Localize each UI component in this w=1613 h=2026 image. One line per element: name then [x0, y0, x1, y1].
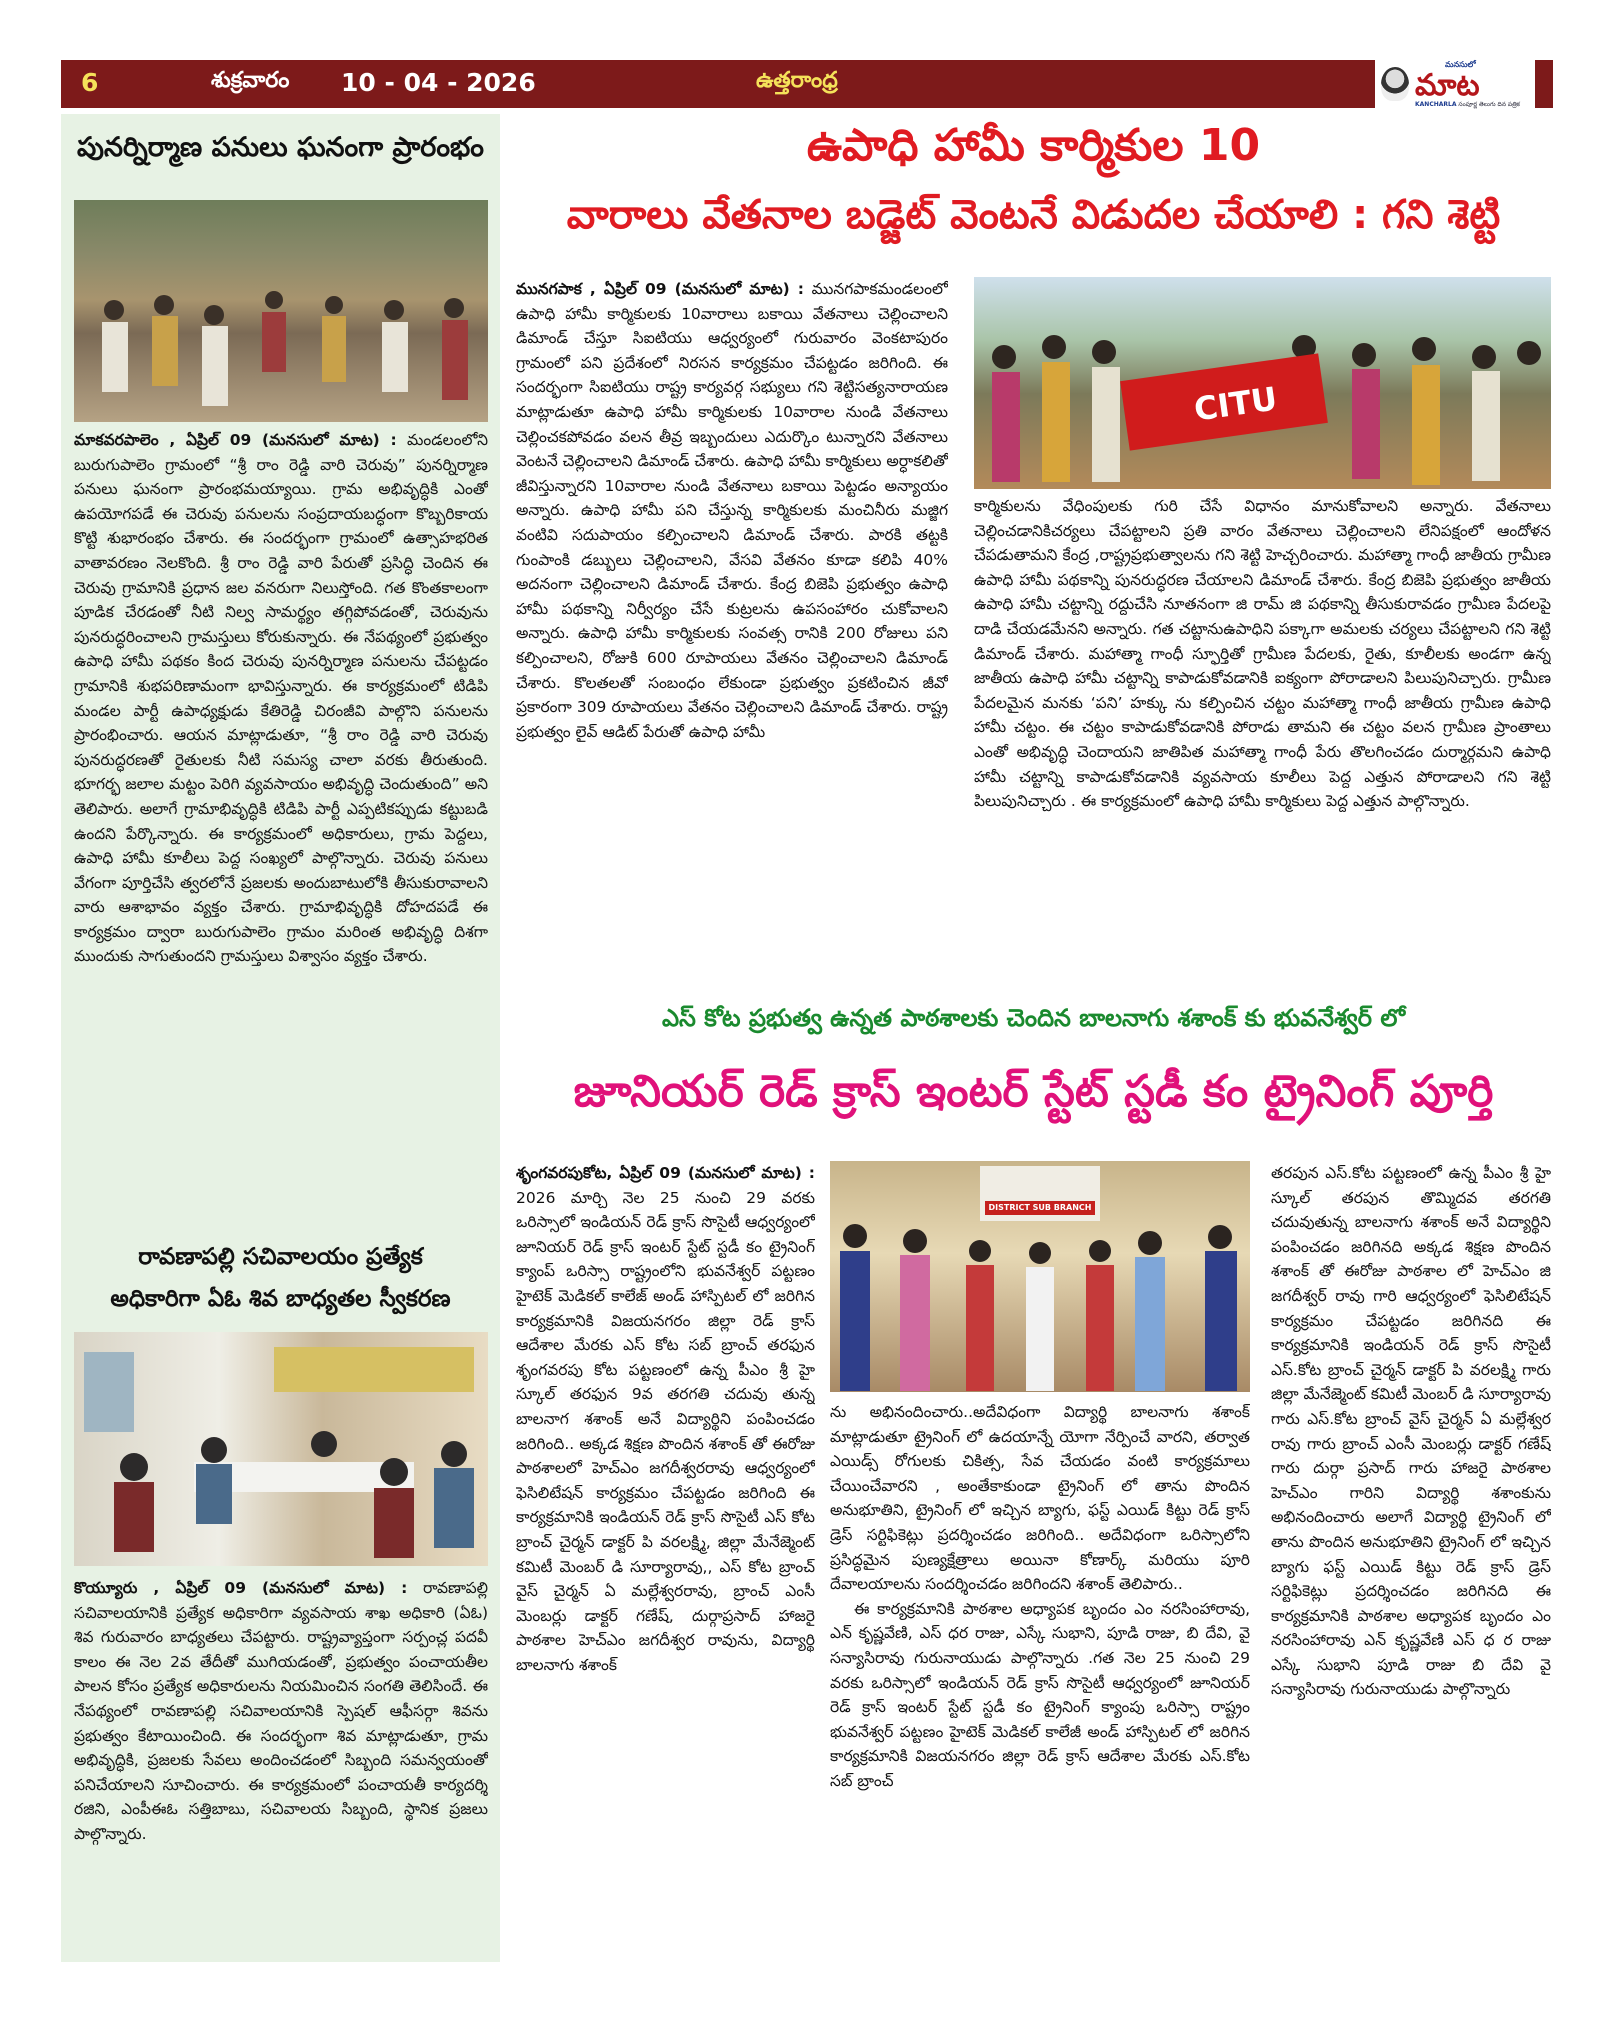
article-text: రావణాపల్లి సచివాలయానికి ప్రత్యేక అధికారిగా వ్యవసాయ శాఖ అధికారి (ఏఓ) శివ గురువారం బాధ్యతలు చేపట్టారు. రాష్ట్రవ్యాప్తంగా సర్పంచ్ల పదవీ కాలం ఈ నెల 2వ తేదీతో ముగియడంతో, ప్రభుత్వం పంచాయతీల పాలన కోసం ప్రత్యేక అధికారులను నియమించిన సంగతి తెలిసిందే. ఈ నేపథ్యంలో రావణాపల్లి సచివాలయానికి స్పెషల్ ఆఫీసర్గా శివను ప్రభుత్వం కేటాయించింది. ఈ సందర్భంగా శివ మాట్లాడుతూ, గ్రామ అభివృద్ధికి, ప్రజలకు సేవలు అందించడంలో సిబ్బంది సమన్వయంతో పనిచేయాలని సూచించారు. ఈ కార్యక్రమంలో పంచాయతీ కార్యదర్శి రజిని, ఎంపీఈఓ సత్తిబాబు, సచివాలయ సిబ్బంది, స్థానిక ప్రజలు పాల్గొన్నారు.	[74, 1579, 488, 1843]
article-text: మండలంలోని బురుగుపాలెం గ్రామంలో “శ్రీ రాం రెడ్డి వారి చెరువు” పునర్నిర్మాణ పనులు ఘనంగా ప్రారంభమయ్యాయి. గ్రామ అభివృద్ధికి ఎంతో ఉపయోగపడే ఈ చెరువు పనులను సంప్రదాయబద్ధంగా కొబ్బరికాయ కొట్టి శుభారంభం చేశారు. ఈ సందర్భంగా గ్రామంలో ఉత్సాహభరిత వాతావరణం నెలకొంది. శ్రీ రాం రెడ్డి వారి పేరుతో ప్రసిద్ధి చెందిన ఈ చెరువు గ్రామానికి ప్రధాన జల వనరుగా నిలుస్తోంది. గత కొంతకాలంగా పూడిక చేరడంతో నీటి నిల్వ సామర్థ్యం తగ్గిపోవడంతో, చెరువును పునరుద్ధరించాలని గ్రామస్తులు కోరుకున్నారు. ఈ నేపథ్యంలో ప్రభుత్వం ఉపాధి హామీ పథకం కింద చెరువు పునర్నిర్మాణ పనులను చేపట్టడం గ్రామానికి శుభపరిణామంగా భావిస్తున్నారు. ఈ కార్యక్రమంలో టిడిపి మండల పార్టీ ఉపాధ్యక్షుడు కేతిరెడ్డి చిరంజీవి పాల్గొని పనులను ప్రారంభించారు. ఆయన మాట్లాడుతూ, “శ్రీ రాం రెడ్డి వారి చెరువు పునరుద్ధరణతో రైతులకు నీటి సమస్య చాలా వరకు తీరుతుంది. భూగర్భ జలాల మట్టం పెరిగి వ్యవసాయం అభివృద్ధి చెందుతుంది” అని తెలిపారు. అలాగే గ్రామాభివృద్ధికి టిడిపి పార్టీ ఎప్పటికప్పుడు కట్టుబడి ఉందని పేర్కొన్నారు. ఈ కార్యక్రమంలో అధికారులు, గ్రామ పెద్దలు, ఉపాధి హామీ కూలీలు పెద్ద సంఖ్యలో పాల్గొన్నారు. చెరువు పనులు వేగంగా పూర్తిచేసి త్వరలోనే ప్రజలకు అందుబాటులోకి తీసుకురావాలని వారు ఆశాభావం వ్యక్తం చేశారు. గ్రామాభివృద్ధికి దోహదపడే ఈ కార్యక్రమం ద్వారా బురుగుపాలెం గ్రామం మరింత అభివృద్ధి దిశగా ముందుకు సాగుతుందని గ్రామస్తులు విశ్వాసం వ్యక్తం చేశారు.	[74, 431, 488, 966]
logo-subtitle: సంపూర్ణ తెలుగు దిన పత్రిక	[1458, 100, 1520, 108]
main1-column2: కార్మికులను వేధింపులకు గురి చేసే విధానం మానుకోవాలని అన్నారు. వేతనాలు చెల్లించడానికిచర్యలు చేపట్టాలని ప్రతి వారం వేతనాలు చెల్లించాలని లేనిపక్షంలో ఆందోళన చేపడుతామని కేంద్ర ,రాష్ట్రప్రభుత్వాలను గని శెట్టి హెచ్చరించారు. మహాత్మా గాంధీ జాతీయ గ్రామీణ ఉపాధి హామీ పథకాన్ని పునరుద్ధరణ చేయాలని డిమాండ్ చేశారు. కేంద్ర బిజెపి ప్రభుత్వం జాతీయ ఉపాధి హామీ చట్టాన్ని రద్దుచేసి నూతనంగా జి రామ్ జి పథకాన్ని తీసుకురావడం గ్రామీణ పేదలపై దాడి చేయడమేనని అన్నారు. గత చట్టానుఉపాధిని పక్కాగా అమలకు చర్యలు చేపట్టాలని గని శెట్టి డిమాండ్ చేశారు. మహాత్మా గాంధీ స్ఫూర్తితో గ్రామీణ పేదలకు, రైతు, కూలీలకు అండగా ఉన్న జాతీయ ఉపాధి హామీ చట్టాన్ని కాపాడుకోవడానికి ఐక్యంగా పోరాడాలని పిలుపునిచ్చారు. గ్రామీణ పేదలమైన మనకు ‘పని’ హక్కు ను కల్పించిన చట్టం మహాత్మా గాంధీ జాతీయ గ్రామీణ ఉపాధి హామీ చట్టం. ఈ చట్టం కాపాడుకోవడానికి పోరాడు తామని ఈ చట్టం వలన గ్రామీణ ప్రాంతాలు ఎంతో అభివృద్ధి చెందాయని జాతిపిత మహాత్మా గాంధీ పేరు తొలగించడం దుర్మార్గమని ఉపాధి హామీ చట్టాన్ని కాపాడుకోవడానికి వ్యవసాయ కూలీలు పెద్ద ఎత్తున పోరాడాలని గని శెట్టి పిలుపునిచ్చారు . ఈ కార్యక్రమంలో ఉపాధి హామీ కార్మికులు పెద్ద ఎత్తున పాల్గొన్నారు.	[974, 497, 1551, 811]
dateline: కొయ్యూరు , ఏప్రిల్ 09 (మనసులో మాట) :	[74, 1579, 408, 1597]
main2-kicker: ఎస్ కోట ప్రభుత్వ ఉన్నత పాఠశాలకు చెందిన బాలనాగు శశాంక్ కు భువనేశ్వర్ లో	[661, 1004, 1406, 1032]
left-article2-body	[74, 1576, 488, 1961]
page-number: 6	[81, 68, 99, 97]
main2-column1	[516, 1161, 815, 1961]
office-illustration	[74, 1332, 488, 1566]
dateline: శృంగవరపుకోట, ఏప్రిల్ 09 (మనసులో మాట) :	[516, 1164, 815, 1182]
left-article1-body	[74, 428, 488, 1208]
citu-protest-photo	[974, 277, 1551, 489]
dateline: మునగపాక , ఏప్రిల్ 09 (మనసులో మాట) :	[516, 280, 804, 298]
article-text: ఈ కార్యక్రమానికి పాఠశాల అధ్యాపక బృందం ఎం నరసింహారావు, ఎన్ కృష్ణవేణి, ఎస్ ధర రాజు, ఎస్కే సుభాని, పూడి రాజు, బి దేవి, వై సన్యాసిరావు గురునాయుడు పాల్గొన్నారు .గత నెల 25 నుంచి 29 వరకు ఒరిస్సాలో ఇండియన్ రెడ్ క్రాస్ సొసైటీ ఆధ్వర్యంలో జూనియర్ రెడ్ క్రాస్ ఇంటర్ స్టేట్ స్టడీ కం ట్రైనింగ్ క్యాంపు ఒరిస్సా రాష్ట్రం భువనేశ్వర్ పట్టణం హైటెక్ మెడికల్ కాలేజీ అండ్ హాస్పిటల్ లో జరిగిన కార్యక్రమానికి విజయనగరం జిల్లా రెడ్ క్రాస్ ఆదేశాల మేరకు ఎస్.కోట సబ్ బ్రాంచ్	[830, 1599, 1250, 1790]
dateline: మాకవరపాలెం , ఏప్రిల్ 09 (మనసులో మాట) :	[74, 431, 397, 449]
page-header-bar	[61, 60, 1553, 108]
crowd-illustration	[74, 200, 488, 422]
headline-line: అధికారిగా ఏఓ శివ బాధ్యతల స్వీకరణ	[110, 1286, 451, 1312]
newspaper-logo	[1375, 60, 1535, 108]
article-text: 2026 మార్చి నెల 25 నుంచి 29 వరకు ఒరిస్సాలో ఇండియన్ రెడ్ క్రాస్ సొసైటీ ఆధ్వర్యంలో జూనియర్ రెడ్ క్రాస్ ఇంటర్ స్టేట్ స్టడీ కం ట్రైనింగ్ క్యాంప్ ఒరిస్సా రాష్ట్రంలోని భువనేశ్వర్ పట్టణం హైటెక్ మెడికల్ కాలేజ్ అండ్ హాస్పిటల్ లో జరిగిన కార్యక్రమానికి విజయనగరం జిల్లా రెడ్ క్రాస్ ఆదేశాల మేరకు ఎస్ కోట సబ్ బ్రాంచ్ తరఫున శృంగవరపు కోట పట్టణంలో ఉన్న పీఎం శ్రీ హై స్కూల్ తరఫున 9వ తరగతి చదువు తున్న బాలనాగ శశాంక్ అనే విద్యార్థిని పంపించడం జరిగింది.. అక్కడ శిక్షణ పొందిన శశాంక్ తో ఈరోజు పాఠశాలలో హెచ్ఎం జగదీశ్వరరావు ఆధ్వర్యంలో ఫెసిలిటేషన్ కార్యక్రమం చేపట్టడం జరిగింది ఈ కార్యక్రమానికి ఇండియన్ రెడ్ క్రాస్ సొసైటీ ఎస్ కోట బ్రాంచ్ చైర్మన్ డాక్టర్ పి వరలక్ష్మి, జిల్లా మేనేజ్మెంట్ కమిటీ మెంబర్ డి సూర్యారావు,, ఎస్ కోట బ్రాంచ్ వైస్ చైర్మన్ ఏ మల్లేశ్వరరావు, బ్రాంచ్ ఎంసీ మెంబర్లు డాక్టర్ గణేష్, దుర్గాప్రసాద్ హాజరై పాఠశాల హెచ్ఎం జగదీశ్వర రావును, విద్యార్థి బాలనాగు శశాంక్	[516, 1188, 815, 1674]
article-text: ను అభినందించారు..అదేవిధంగా విద్యార్థి బాలనాగు శశాంక్ మాట్లాడుతూ ట్రైనింగ్ లో ఉదయాన్నే యోగా నేర్పించే వారని, తర్వాత ఎయిడ్స్ రోగులకు చికిత్స, సేవ చేయడం వంటి కార్యక్రమాలు చేయించేవారని , అంతేకాకుండా ట్రైనింగ్ లో తాను పొందిన అనుభూతిని, ట్రైనింగ్ లో ఇచ్చిన బ్యాగు, ఫస్ట్ ఎయిడ్ కిట్టు రెడ్ క్రాస్ డ్రెస్ సర్టిఫికెట్లు ప్రదర్శించడం జరిగింది.. అదేవిధంగా ఒరిస్సాలోని ప్రసిద్ధమైన పుణ్యక్షేత్రాలు అయినా కోణార్క్ మరియు పూరి దేవాలయాలను సందర్శించడం జరిగిందని శశాంక్ తెలిపారు..	[830, 1403, 1250, 1594]
main1-headline-line2: వారాలు వేతనాల బడ్జెట్ వెంటనే విడుదల చేయాలి : గని శెట్టి	[566, 192, 1501, 238]
logo-name: మాట	[1415, 67, 1480, 103]
logo-tagline: మనసులో	[1445, 59, 1476, 69]
main1-headline-line1: ఉపాధి హామీ కార్మికుల 10	[806, 120, 1261, 171]
date-label: 10 - 04 - 2026	[341, 68, 536, 97]
secretariat-office-photo	[74, 1332, 488, 1566]
photo-banner-text: DISTRICT SUB BRANCH	[988, 1203, 1092, 1212]
article-text: మునగపాకమండలంలో ఉపాధి హామీ కార్మికులకు 10వారాలు బకాయి వేతనాలు చెల్లించాలని డిమాండ్ చేస్తూ సిఐటియు ఆధ్వర్యంలో గురువారం వెంకటాపురం గ్రామంలో పని ప్రదేశంలో నిరసన కార్యక్రమం చేపట్టడం జరిగింది. ఈ సందర్భంగా సిఐటియు రాష్ట్ర కార్యవర్గ సభ్యులు గని శెట్టిసత్యనారాయణ మాట్లాడుతూ ఉపాధి హామీ కార్మికులకు 10వారాల నుండి వేతనాలు చెల్లించకపోవడం వలన తీవ్ర ఇబ్బందులు ఎదుర్కొం టున్నారని వేతనాలు వెంటనే చెల్లించాలని డిమాండ్ చేశారు. ఉపాధి హామీ కార్మికులు అర్ధాకలితో జీవిస్తున్నారని 10వారాల నుండి వేతనాలు బకాయి పెట్టడం అన్యాయం అన్నారు. ఉపాధి హామీ పని చేస్తున్న కార్మికులకు మంచినీరు మజ్జిగ వంటివి సదుపాయం కల్పించాలని డిమాండ్ చేశారు. పారకి తట్టకి గుంపాంకి డబ్బులు చెల్లించాలని, వేసవి వేతనం కూడా కలిపి 40% అదనంగా చెల్లించాలని డిమాండ్ చేశారు. కేంద్ర బిజెపి ప్రభుత్వం ఉపాధి హామీ పథకాన్ని నిర్వీర్యం చేసే కుట్రలను ఉపసంహారం చుకోవాలని అన్నారు. ఉపాధి హామీ కార్మికులకు సంవత్స రానికి 200 రోజులు పని కల్పించాలని, రోజుకి 600 రూపాయలు వేతనం చెల్లించాలని డిమాండ్ చేశారు. కొలతలతో సంబంధం లేకుండా ప్రభుత్వం ప్రకటించిన జీవో ప్రకారంగా 309 రూపాయలు వేతనం చెల్లించాలని డిమాండ్ చేశారు. రాష్ట్ర ప్రభుత్వం లైవ్ ఆడిట్ పేరుతో ఉపాధి హామీ	[516, 280, 948, 741]
left-article2-headline	[70, 1236, 491, 1320]
main1-column1	[516, 277, 948, 967]
section-label: ఉత్తరాంధ్ర	[756, 68, 838, 93]
citu-banner-text: CITU	[1191, 379, 1280, 429]
main2-headline: జూనియర్ రెడ్ క్రాస్ ఇంటర్ స్టేట్ స్టడీ కం ట్రైనింగ్ పూర్తి	[573, 1066, 1494, 1117]
felicitation-illustration	[830, 1161, 1250, 1392]
left-article1-headline: పునర్నిర్మాణ పనులు ఘనంగా ప్రారంభం	[77, 132, 484, 163]
day-label: శుక్రవారం	[211, 68, 290, 93]
red-cross-felicitation-photo	[830, 1161, 1250, 1392]
logo-person: KANCHARLA	[1415, 100, 1457, 108]
pond-work-photo	[74, 200, 488, 422]
main2-column3: తరపున ఎస్.కోట పట్టణంలో ఉన్న పీఎం శ్రీ హై స్కూల్ తరపున తొమ్మిదవ తరగతి చదువుతున్న బాలనాగు శశాంక్ అనే విద్యార్థిని పంపించడం జరిగినది అక్కడ శిక్షణ పొందిన శశాంక్ తో ఈరోజు పాఠశాల లో హెచ్ఎం జి జగదీశ్వర్ రావు గారి ఆధ్వర్యంలో ఫెసిలిటేషన్ కార్యక్రమం చేపట్టడం జరిగినది ఈ కార్యక్రమానికి ఇండియన్ రెడ్ క్రాస్ సొసైటీ ఎస్.కోట బ్రాంచ్ చైర్మన్ డాక్టర్ పి వరలక్ష్మి గారు జిల్లా మేనేజ్మెంట్ కమిటీ మెంబర్ డి సూర్యారావు గారు ఎస్.కోట బ్రాంచ్ వైస్ చైర్మన్ ఏ మల్లేశ్వర రావు గారు బ్రాంచ్ ఎంసీ మెంబర్లు డాక్టర్ గణేష్ గారు దుర్గా ప్రసాద్ గారు హాజరై పాఠశాల హెచ్ఎం గారిని విద్యార్థి శశాంకును అభినందించారు అలాగే విద్యార్థి ట్రైనింగ్ లో తాను పొందిన అనుభూతిని ట్రైనింగ్ లో ఇచ్చిన బ్యాగు ఫస్ట్ ఎయిడ్ కిట్టు రెడ్ క్రాస్ డ్రెస్ సర్టిఫికెట్లు ప్రదర్శించడం జరిగినది ఈ కార్యక్రమానికి పాఠశాల అధ్యాపక బృందం ఎం నరసింహారావు ఎన్ కృష్ణవేణి ఎస్ ధ ర రాజు ఎస్కే సుభాని పూడి రాజు బి దేవి వై సన్యాసిరావు గురునాయుడు పాల్గొన్నారు	[1271, 1164, 1551, 1699]
headline-line: రావణాపల్లి సచివాలయం ప్రత్యేక	[138, 1244, 423, 1270]
main2-column2	[830, 1400, 1250, 1962]
founder-portrait-icon	[1381, 67, 1409, 101]
